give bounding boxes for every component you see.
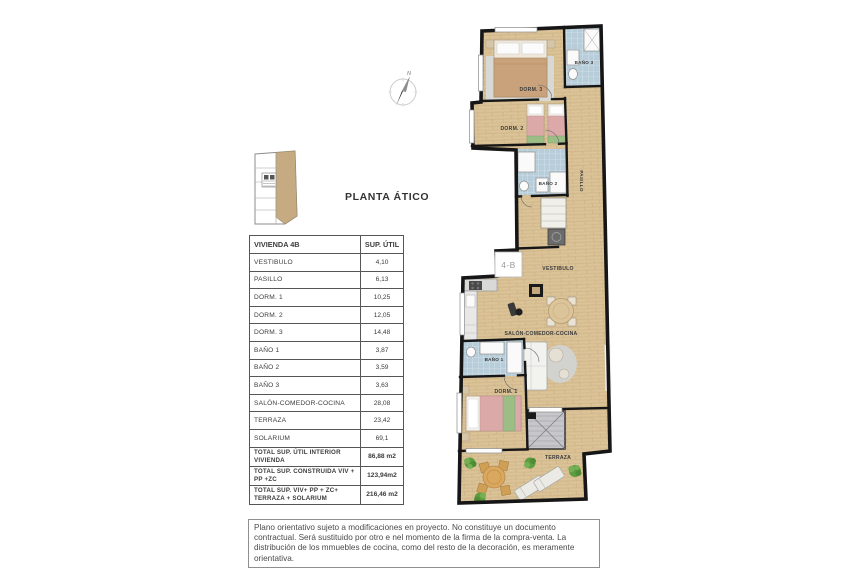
highlighted-unit-4b: [276, 151, 297, 224]
unit-badge-label: 4-B: [501, 260, 516, 270]
unit-badge: [495, 252, 522, 277]
pillar: [529, 284, 543, 297]
table-row: VESTIBULO 4,10: [250, 254, 404, 272]
label-vestibulo: VESTIBULO: [542, 266, 574, 272]
table-header-row: [250, 236, 404, 254]
label-terraza: TERRAZA: [544, 455, 572, 461]
table-header-unit: VIVIENDA 4B: [250, 236, 361, 254]
label-dorm2: DORM. 2: [500, 126, 524, 132]
table-row: BAÑO 3 3,63: [250, 377, 404, 395]
terraza-glass-door: [466, 449, 502, 454]
page-title: PLANTA ÁTICO: [345, 191, 430, 203]
dining-table: [547, 297, 576, 326]
label-bano2: BAÑO 2: [538, 181, 558, 186]
table-total-row: TOTAL SUP. CONSTRUIDA VIV + PP +ZC 123,94m2: [250, 466, 404, 485]
table-row: BAÑO 1 3,87: [250, 341, 404, 359]
table-row: TERRAZA 23,42: [250, 412, 404, 430]
table-row: SOLARIUM 69,1: [250, 429, 404, 447]
table-row: DORM. 2 12,05: [250, 306, 404, 324]
table-total-row: TOTAL SUP. VIV+ PP + ZC+ TERRAZA + SOLARIUM 216,46 m2: [250, 485, 404, 504]
area-table: [249, 235, 404, 505]
table-row: BAÑO 2 3,59: [250, 359, 404, 377]
terraza-glass-door-2: [529, 408, 562, 413]
stairs: [527, 411, 565, 449]
table-row: DORM. 1 10,25: [250, 289, 404, 307]
table-row: DORM. 3 14,48: [250, 324, 404, 342]
table-total-row: TOTAL SUP. ÚTIL INTERIOR VIVIENDA 86,88 m2: [250, 447, 404, 466]
table-header-sup: SUP. ÚTIL: [361, 236, 404, 254]
floor-plan: [435, 10, 635, 515]
disclaimer-box: Plano orientativo sujeto a modificaciones en proyecto. No constituye un documento contractual. Será sustituido por otro e nel momento de la firma de la compra-venta. La distribución de los mmuebles de cocina, como del resto de la decoración, es meramente orientativa.: [248, 519, 600, 568]
table-row: PASILLO 6,13: [250, 271, 404, 289]
label-bano3: BAÑO 3: [574, 60, 594, 65]
north-label: N: [407, 71, 411, 77]
table-row: SALÓN-COMEDOR-COCINA 28,08: [250, 394, 404, 412]
label-pasillo: PASILLO: [579, 170, 584, 192]
label-dorm1: DORM. 1: [494, 389, 518, 395]
label-dorm3: DORM. 3: [519, 87, 543, 93]
label-salon: SALÓN-COMEDOR-COCINA: [504, 331, 578, 337]
north-compass: [383, 68, 425, 112]
label-bano1: BAÑO 1: [484, 357, 504, 362]
key-plan: [249, 146, 303, 230]
